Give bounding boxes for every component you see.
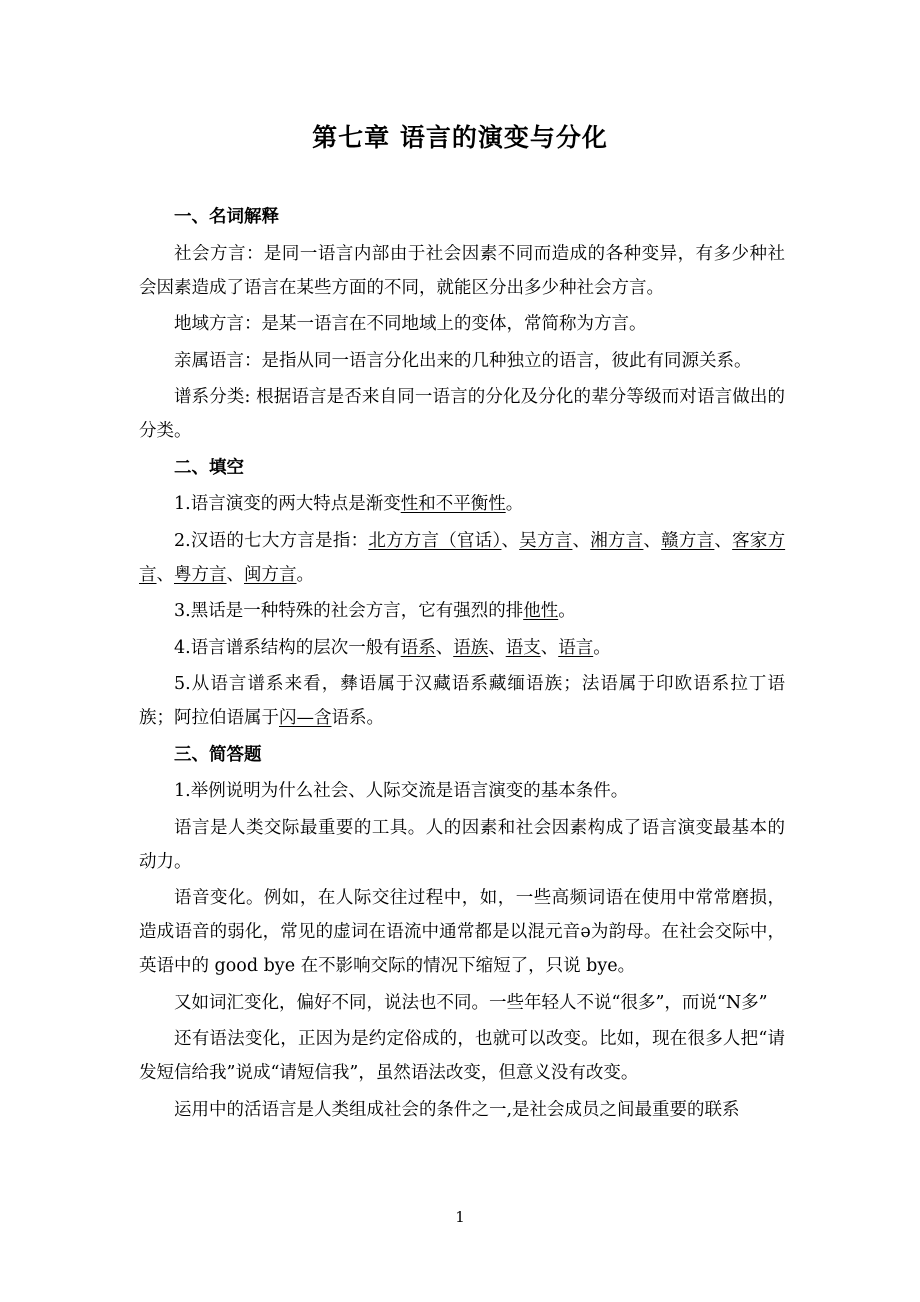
document-body — [139, 200, 785, 1129]
paragraph: 谱系分类: 根据语言是否来自同一语言的分化及分化的辈分等级而对语言做出的分类。 — [139, 387, 785, 441]
answer: 语系 — [400, 637, 436, 658]
question: 1.举例说明为什么社会、人际交流是语言演变的基本条件。 — [174, 781, 629, 801]
page-title: 第七章 语言的演变与分化 — [312, 123, 608, 152]
section-heading-short-answer: 三、简答题 — [174, 744, 262, 765]
fill-blank-item: 5.从语言谱系来看，彝语属于汉藏语系藏缅语族；法语属于印欧语系拉丁语族；阿拉伯语属于闪—含语系。 — [139, 674, 785, 728]
answer: 湘方言 — [590, 530, 644, 551]
paragraph: 语言是人类交际最重要的工具。人的因素和社会因素构成了语言演变最基本的动力。 — [139, 817, 785, 872]
answer: 性和不平衡性 — [400, 494, 506, 514]
answer: 北方方言（官话） — [368, 530, 502, 551]
answer: 语族 — [453, 637, 489, 658]
fill-blank-item: 4.语言谱系结构的层次一般有语系、语族、语支、语言。 — [174, 637, 611, 658]
answer: 他性 — [523, 601, 559, 621]
paragraph: 运用中的活语言是人类组成社会的条件之一,是社会成员之间最重要的联系 — [174, 1099, 740, 1120]
paragraph: 地域方言：是某一语言在不同地域上的变体，常简称为方言。 — [174, 314, 647, 334]
paragraph: 还有语法变化，正因为是约定俗成的，也就可以改变。比如，现在很多人把“请发短信给我”说成“请短信我”，虽然语法改变，但意义没有改变。 — [139, 1029, 785, 1083]
answer: 赣方言 — [661, 530, 715, 551]
answer: 粤方言 — [174, 564, 227, 585]
fill-blank-item: 2.汉语的七大方言是指：北方方言（官话）、吴方言、湘方言、赣方言、客家方言、粤方言、闽方言。 — [139, 530, 786, 585]
paragraph: 语音变化。例如，在人际交往过程中，如，一些高频词语在使用中常常磨损，造成语音的弱化，常见的虚词在语流中通常都是以混元音ə为韵母。在社会交际中，英语中的 good bye 在不影响交际的情况下缩短了，只说 bye。 — [139, 888, 785, 976]
paragraph: 又如词汇变化，偏好不同，说法也不同。一些年轻人不说“很多”，而说“N多” — [174, 992, 768, 1013]
paragraph: 亲属语言：是指从同一语言分化出来的几种独立的语言，彼此有同源关系。 — [174, 350, 752, 371]
answer: 语支 — [505, 637, 541, 658]
answer: 闽方言 — [244, 564, 297, 585]
answer: 客家方言 — [139, 530, 786, 585]
page-number: 1 — [455, 1208, 465, 1226]
section-heading-fill-blank: 二、填空 — [174, 457, 244, 478]
paragraph: 社会方言：是同一语言内部由于社会因素不同而造成的各种变异，有多少种社会因素造成了语言在某些方面的不同，就能区分出多少种社会方言。 — [139, 243, 785, 298]
answer: 吴方言 — [519, 530, 573, 551]
fill-blank-item: 3.黑话是一种特殊的社会方言，它有强烈的排他性。 — [174, 601, 576, 621]
answer: 语言 — [558, 637, 594, 658]
fill-blank-item: 1.语言演变的两大特点是渐变性和不平衡性。 — [174, 494, 524, 514]
answer: 闪—含 — [279, 708, 332, 728]
section-heading-definitions: 一、名词解释 — [174, 207, 279, 227]
